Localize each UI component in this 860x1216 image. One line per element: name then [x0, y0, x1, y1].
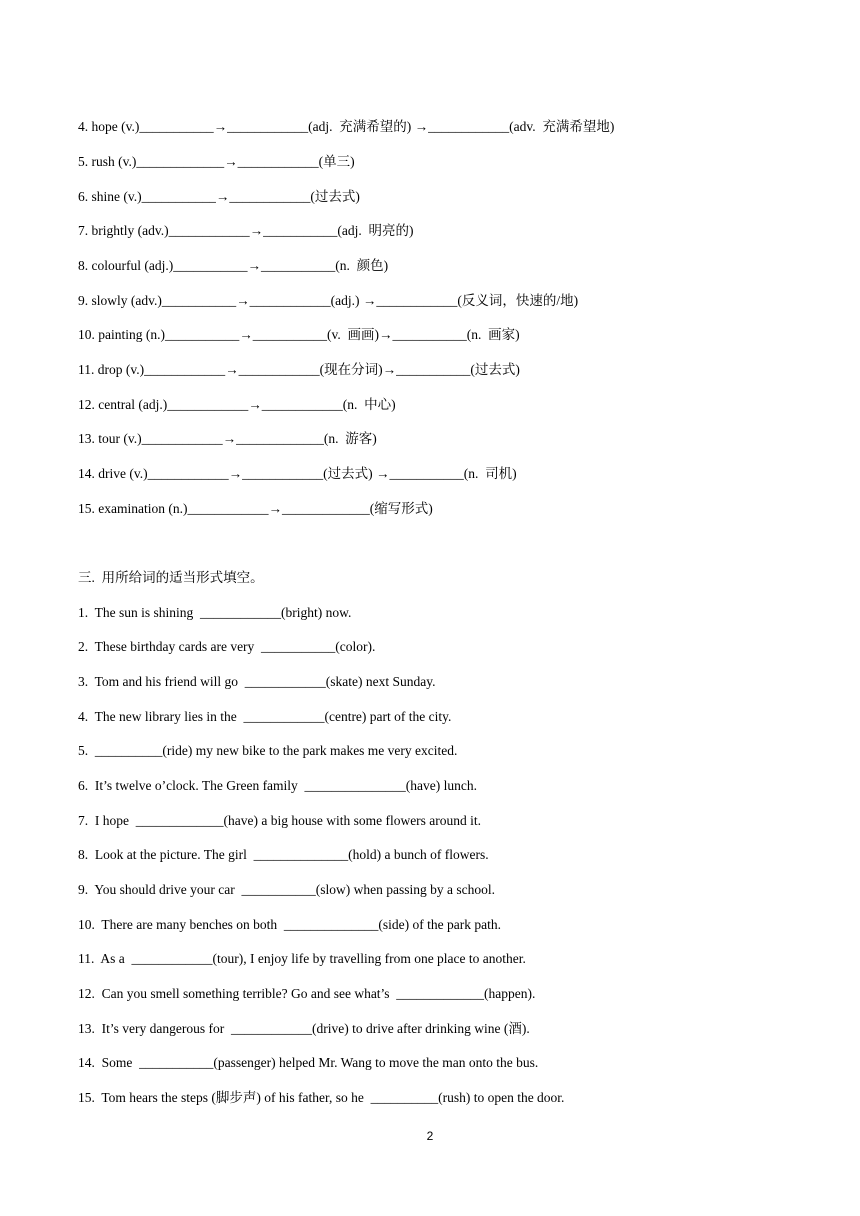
fill-blank-item: 6. It’s twelve o’clock. The Green family _______________(have) lunch.: [78, 778, 478, 793]
word-form-item: 15. examination (n.)____________→_____________(缩写形式): [78, 501, 433, 516]
word-form-item: 6. shine (v.)___________→____________(过去式): [78, 189, 360, 204]
fill-blank-item: 10. There are many benches on both ______________(side) of the park path.: [78, 917, 502, 932]
fill-blank-item: 2. These birthday cards are very ___________(color).: [78, 639, 376, 654]
word-form-item: 13. tour (v.)____________→_____________(n. 游客): [78, 431, 377, 446]
word-form-item: 10. painting (n.)___________→___________(v. 画画)→___________(n. 画家): [78, 327, 520, 342]
word-form-item: 4. hope (v.)___________→____________(adj. 充满希望的) →____________(adv. 充满希望地): [78, 119, 615, 134]
fill-blank-item: 3. Tom and his friend will go ____________(skate) next Sunday.: [78, 674, 436, 689]
word-form-item: 12. central (adj.)____________→____________(n. 中心): [78, 397, 396, 412]
fill-blank-item: 7. I hope _____________(have) a big house with some flowers around it.: [78, 813, 482, 828]
fill-blank-item: 15. Tom hears the steps (脚步声) of his father, so he __________(rush) to open the door.: [78, 1090, 565, 1105]
fill-blank-item: 1. The sun is shining ____________(bright) now.: [78, 605, 352, 620]
word-form-item: 11. drop (v.)____________→____________(现在分词)→___________(过去式): [78, 362, 520, 377]
fill-blank-item: 4. The new library lies in the ____________(centre) part of the city.: [78, 709, 452, 724]
fill-blank-item: 14. Some ___________(passenger) helped Mr. Wang to move the man onto the bus.: [78, 1055, 539, 1070]
section-heading: 三. 用所给词的适当形式填空。: [78, 570, 264, 585]
fill-blank-item: 8. Look at the picture. The girl ______________(hold) a bunch of flowers.: [78, 847, 489, 862]
fill-blank-item: 11. As a ____________(tour), I enjoy life by travelling from one place to another.: [78, 951, 526, 966]
word-form-item: 5. rush (v.)_____________→____________(单三): [78, 154, 355, 169]
page-number: 2: [426, 1129, 434, 1143]
fill-blank-item: 9. You should drive your car ___________(slow) when passing by a school.: [78, 882, 495, 897]
fill-blank-item: 13. It’s very dangerous for ____________(drive) to drive after drinking wine (酒).: [78, 1021, 530, 1036]
word-form-item: 9. slowly (adv.)___________→____________(adj.) →____________(反义词，快速的/地): [78, 293, 579, 308]
word-form-item: 8. colourful (adj.)___________→___________(n. 颜色): [78, 258, 389, 273]
word-form-item: 7. brightly (adv.)____________→___________(adj. 明亮的): [78, 223, 414, 238]
fill-blank-item: 12. Can you smell something terrible? Go and see what’s _____________(happen).: [78, 986, 536, 1001]
fill-blank-item: 5. __________(ride) my new bike to the park makes me very excited.: [78, 743, 458, 758]
word-form-item: 14. drive (v.)____________→____________(过去式) →___________(n. 司机): [78, 466, 517, 481]
